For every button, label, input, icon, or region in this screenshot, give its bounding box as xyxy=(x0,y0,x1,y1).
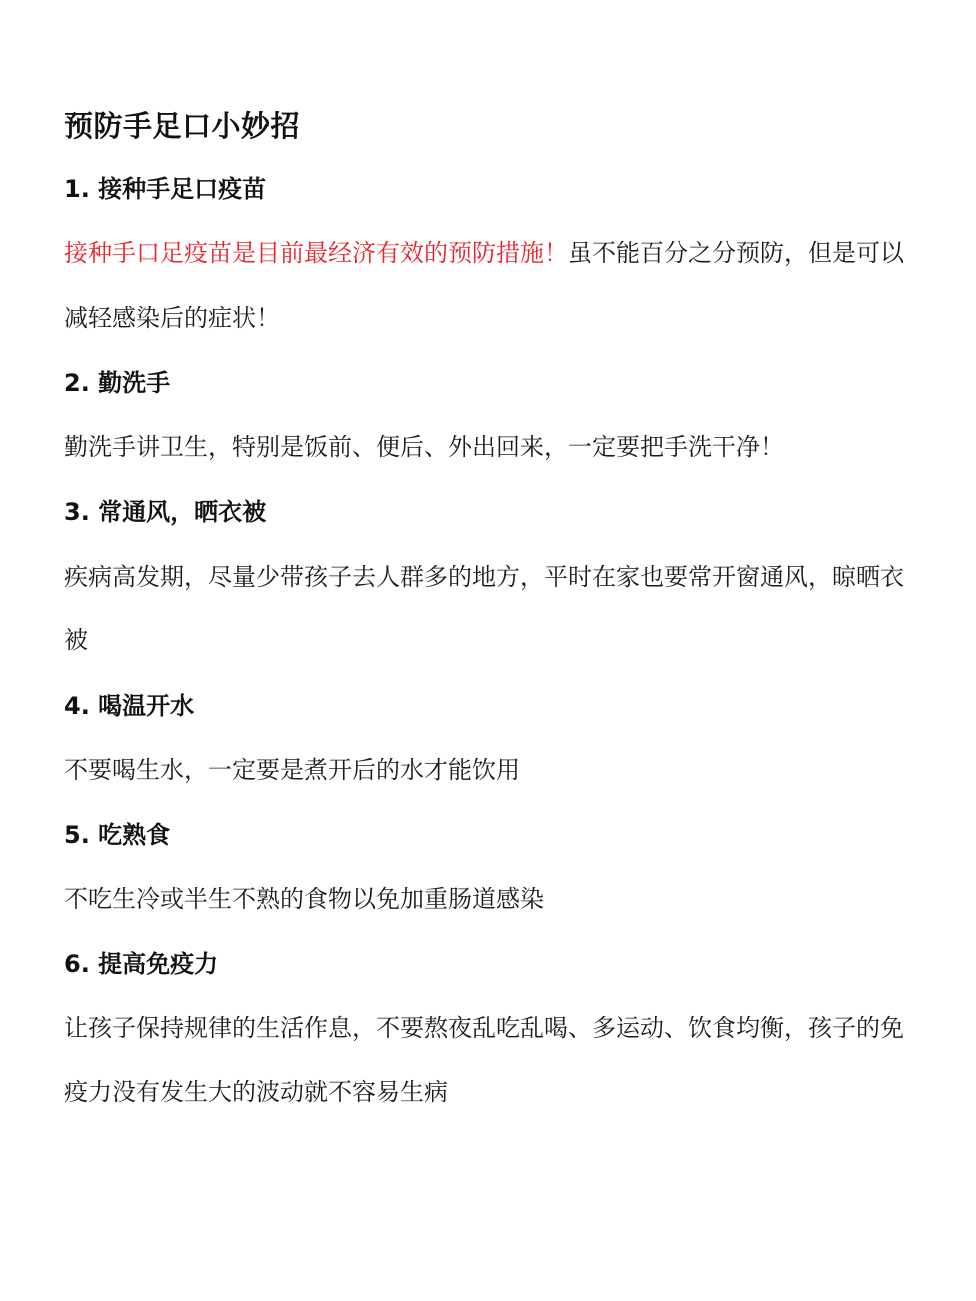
section-body-line: 被 xyxy=(64,626,88,654)
page-title: 预防手足口小妙招 xyxy=(64,109,301,143)
section-body-line xyxy=(64,233,904,273)
section-body-line: 勤洗手讲卫生，特别是饭前、便后、外出回来，一定要把手洗干净！ xyxy=(64,433,784,461)
section-heading-ventilation: 3. 常通风，晒衣被 xyxy=(64,498,267,526)
highlight-text: 接种手口足疫苗是目前最经济有效的预防措施！ xyxy=(64,239,568,267)
section-heading-immunity: 6. 提高免疫力 xyxy=(64,950,219,978)
section-body-line: 让孩子保持规律的生活作息，不要熬夜乱吃乱喝、多运动、饮食均衡，孩子的免 xyxy=(64,1014,904,1042)
section-body-line: 疫力没有发生大的波动就不容易生病 xyxy=(64,1078,448,1106)
section-heading-wash-hands: 2. 勤洗手 xyxy=(64,369,171,397)
section-heading-warm-water: 4. 喝温开水 xyxy=(64,692,195,720)
section-body-line: 减轻感染后的症状！ xyxy=(64,304,280,332)
section-heading-cooked-food: 5. 吃熟食 xyxy=(64,821,171,849)
section-body-line: 疾病高发期，尽量少带孩子去人群多的地方，平时在家也要常开窗通风，晾晒衣 xyxy=(64,563,904,591)
section-heading-vaccine: 1. 接种手足口疫苗 xyxy=(64,175,267,203)
section-body-line: 不吃生冷或半生不熟的食物以免加重肠道感染 xyxy=(64,885,544,913)
body-text: 虽不能百分之分预防，但是可以 xyxy=(568,239,904,267)
section-body-line: 不要喝生水，一定要是煮开后的水才能饮用 xyxy=(64,756,520,784)
